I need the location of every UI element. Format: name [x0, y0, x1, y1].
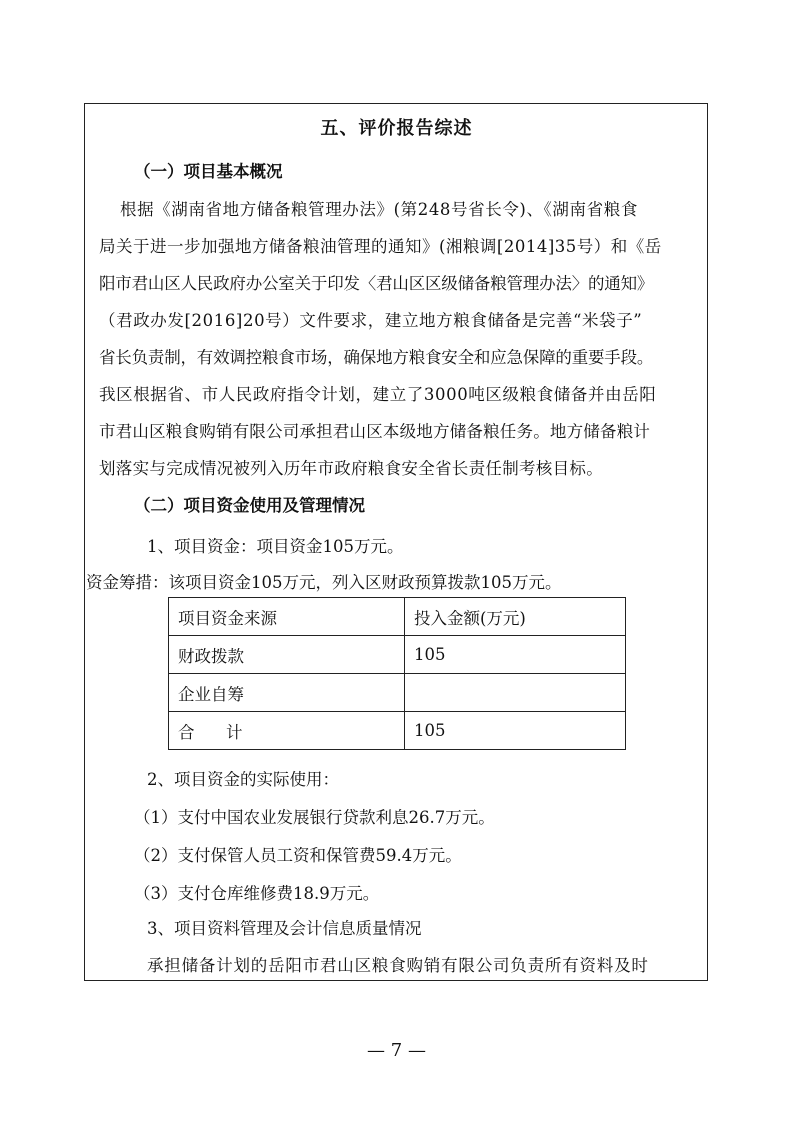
table-row — [169, 712, 626, 750]
para1-line: 省长负责制，有效调控粮食市场，确保地方粮食安全和应急保障的重要手段。 — [99, 348, 654, 367]
use-item: （1）支付中国农业发展银行贷款利息26.7万元。 — [134, 808, 495, 827]
table-cell: 105 — [405, 712, 626, 750]
para1-line: 根据《湖南省地方储备粮管理办法》(第248号省长令)、《湖南省粮食 — [120, 200, 638, 219]
item-2: 2、项目资金的实际使用： — [147, 770, 339, 789]
use-item: （2）支付保管人员工资和保管费59.4万元。 — [134, 846, 462, 865]
item-1: 1、项目资金：项目资金105万元。 — [147, 537, 404, 556]
subsection-title-overview: （一）项目基本概况 — [134, 162, 283, 181]
table-cell: 企业自筹 — [169, 674, 405, 712]
table-header-cell: 投入金额(万元) — [405, 598, 626, 636]
last-paragraph: 承担储备计划的岳阳市君山区粮食购销有限公司负责所有资料及时 — [147, 956, 649, 975]
use-item: （3）支付仓库维修费18.9万元。 — [134, 884, 380, 903]
table-row — [169, 636, 626, 674]
table-cell — [405, 674, 626, 712]
subsection-title-funds: （二）项目资金使用及管理情况 — [134, 496, 365, 515]
table-cell: 105 — [405, 636, 626, 674]
table-header-row — [169, 598, 626, 636]
para1-line: 阳市君山区人民政府办公室关于印发〈君山区区级储备粮管理办法〉的通知》 — [99, 274, 654, 293]
table-header-cell: 项目资金来源 — [169, 598, 405, 636]
table-cell: 合 计 — [169, 712, 405, 750]
item-3: 3、项目资料管理及会计信息质量情况 — [147, 919, 422, 938]
page-number: — 7 — — [367, 1040, 426, 1061]
table-cell: 财政拨款 — [169, 636, 405, 674]
para1-line: 划落实与完成情况被列入历年市政府粮食安全省长责任制考核目标。 — [99, 459, 603, 478]
para1-line: （君政办发[2016]20号）文件要求，建立地方粮食储备是完善“米袋子” — [99, 311, 643, 330]
para1-line: 我区根据省、市人民政府指令计划，建立了3000吨区级粮食储备并由岳阳 — [99, 385, 657, 404]
para1-line: 市君山区粮食购销有限公司承担君山区本级地方储备粮任务。地方储备粮计 — [99, 422, 651, 441]
funding-table — [168, 597, 626, 750]
para1-line: 局关于进一步加强地方储备粮油管理的通知》(湘粮调[2014]35号）和《岳 — [99, 237, 662, 256]
table-row — [169, 674, 626, 712]
funding-line: 资金筹措：该项目资金105万元，列入区财政预算拨款105万元。 — [86, 573, 562, 592]
section-title: 五、评价报告综述 — [320, 118, 473, 139]
